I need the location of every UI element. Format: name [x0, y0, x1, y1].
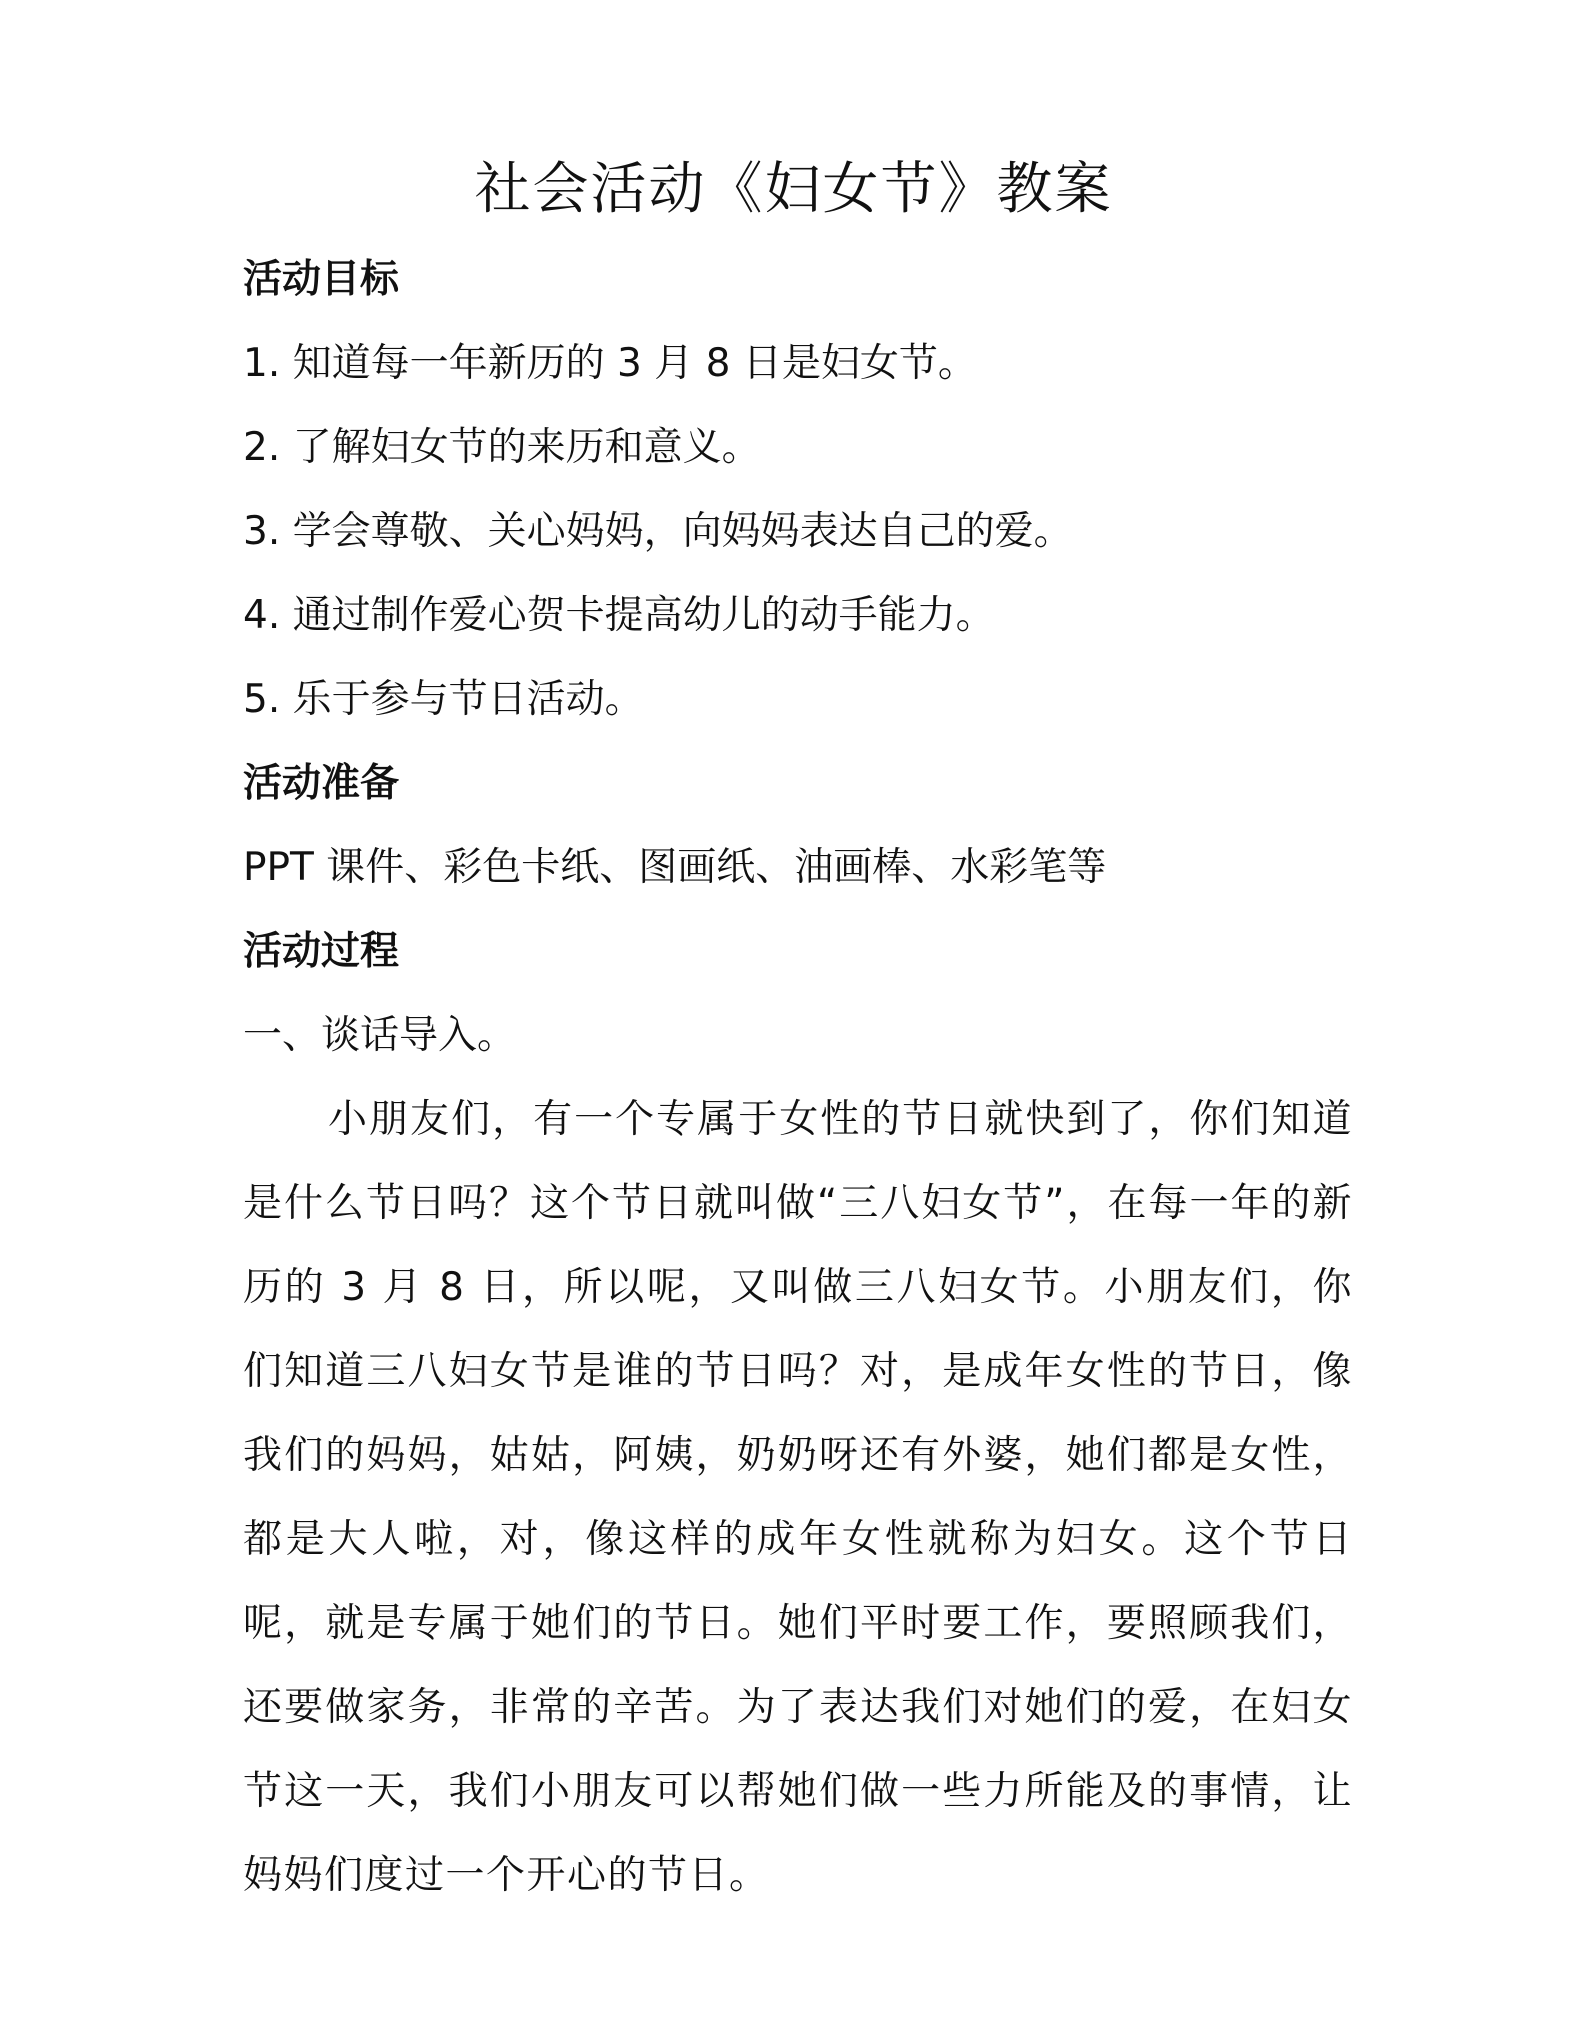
goal-item-3: 3. 学会尊敬、关心妈妈，向妈妈表达自己的爱。 — [243, 509, 1073, 554]
section-heading-process: 活动过程 — [243, 929, 400, 974]
process-paragraph: 小朋友们，有一个专属于女性的节日就快到了，你们知道是什么节日吗？这个节日就叫做“三八妇女节”，在每一年的新历的 3 月 8 日，所以呢，又叫做三八妇女节。小朋友们，你们知道三八妇女节是谁的节日吗？对，是成年女性的节日，像我们的妈妈，姑姑，阿姨，奶奶呀还有外婆，她们都是女性，都是大人啦，对，像这样的成年女性就称为妇女。这个节日呢，就是专属于她们的节日。她们平时要工作，要照顾我们，还要做家务，非常的辛苦。为了表达我们对她们的爱，在妇女节这一天，我们小朋友可以帮她们做一些力所能及的事情，让妈妈们度过一个开心的节日。 — [243, 1097, 1353, 1898]
document-title: 社会活动《妇女节》教案 — [474, 157, 1113, 222]
goal-item-2: 2. 了解妇女节的来历和意义。 — [243, 425, 761, 470]
goal-item-5: 5. 乐于参与节日活动。 — [243, 677, 644, 722]
goal-item-4: 4. 通过制作爱心贺卡提高幼儿的动手能力。 — [243, 593, 995, 638]
preparation-text: PPT 课件、彩色卡纸、图画纸、油画棒、水彩笔等 — [243, 845, 1107, 890]
goal-item-1: 1. 知道每一年新历的 3 月 8 日是妇女节。 — [243, 341, 977, 386]
document-body — [243, 238, 1353, 1918]
section-heading-preparation: 活动准备 — [243, 761, 400, 806]
process-step-1: 一、谈话导入。 — [243, 1013, 517, 1058]
section-heading-goals: 活动目标 — [243, 257, 400, 302]
